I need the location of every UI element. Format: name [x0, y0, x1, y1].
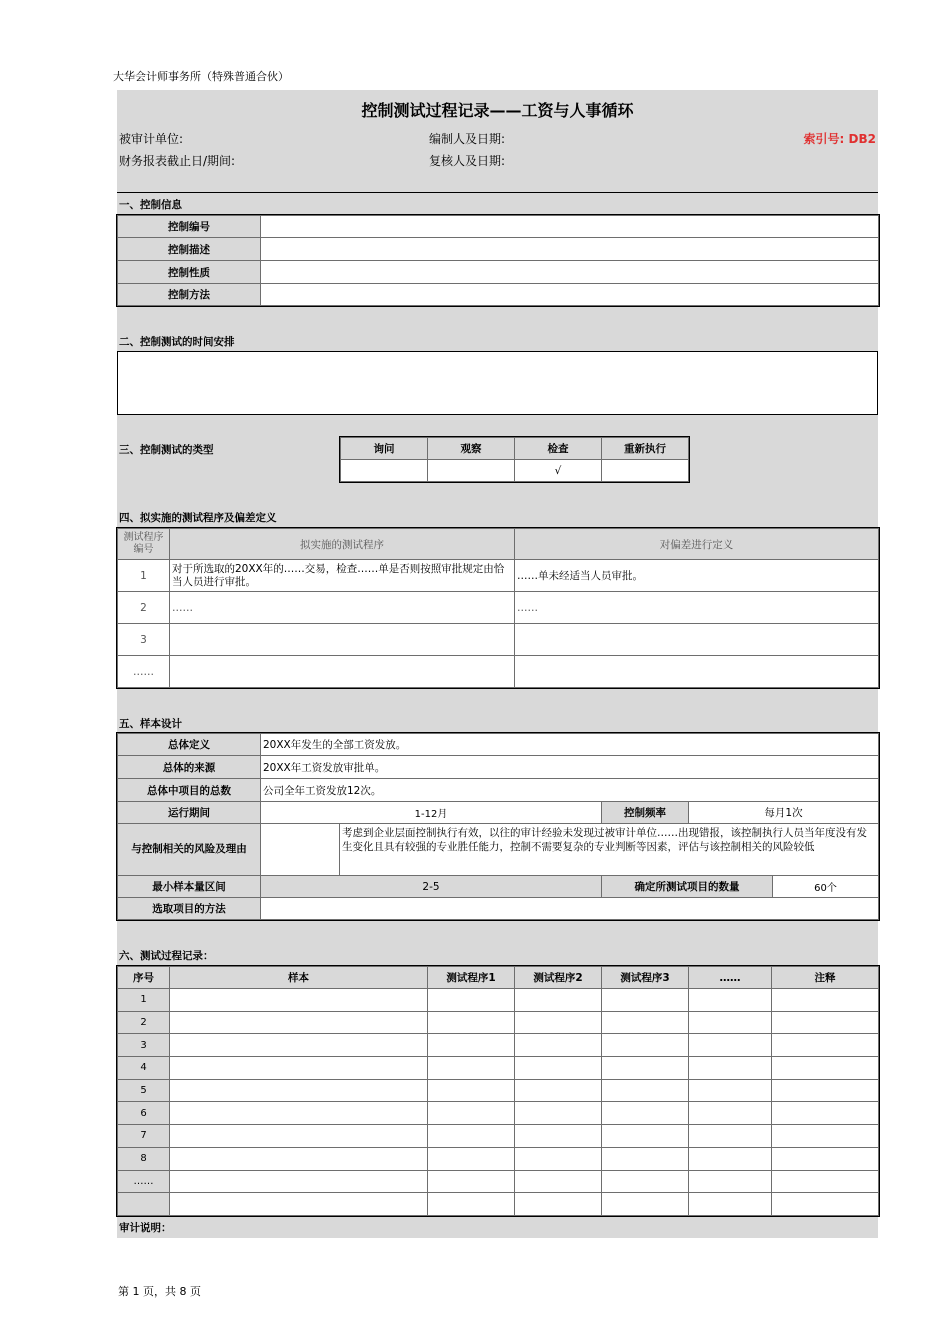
record-note[interactable]: [772, 1125, 879, 1148]
record-proc1[interactable]: [428, 1079, 515, 1102]
record-proc2[interactable]: [515, 1102, 602, 1125]
record-proc2[interactable]: [515, 1057, 602, 1080]
record-row: [118, 1102, 879, 1125]
mark-reperformance[interactable]: [602, 460, 689, 482]
period-label: 财务报表截止日/期间:: [119, 154, 236, 168]
risk-reason-text[interactable]: 考虑到企业层面控制执行有效，以往的审计经验未发现过被审计单位……出现错报，该控制执行人员当年度没有发生变化且具有较强的专业胜任能力，控制不需要复杂的专业判断等因素，评估与该控制相关的风险较低: [340, 824, 879, 876]
record-sample[interactable]: [170, 1170, 428, 1193]
record-sample[interactable]: [170, 1034, 428, 1057]
record-note[interactable]: [772, 1193, 879, 1216]
record-proc1[interactable]: [428, 1102, 515, 1125]
min-sample-label: 最小样本量区间: [118, 876, 261, 898]
procedure-no: ……: [118, 656, 170, 688]
record-proc1[interactable]: [428, 989, 515, 1012]
record-row: [118, 1079, 879, 1102]
record-seq: 2: [118, 1011, 170, 1034]
col-more: ……: [689, 967, 772, 989]
record-note[interactable]: [772, 1034, 879, 1057]
test-count-value[interactable]: 60个: [773, 876, 879, 898]
col-notes: 注释: [772, 967, 879, 989]
control-nature-label: 控制性质: [118, 261, 261, 284]
procedure-text[interactable]: 对于所选取的20XX年的……交易，检查……单是否则按照审批规定由恰当人员进行审批。: [170, 560, 515, 592]
control-id-cell[interactable]: [261, 216, 879, 238]
record-proc1[interactable]: [428, 1011, 515, 1034]
control-info-table: [117, 215, 879, 306]
record-row: [118, 1170, 879, 1193]
col-procedure: 拟实施的测试程序: [170, 529, 515, 560]
record-proc3[interactable]: [602, 1102, 689, 1125]
record-more[interactable]: [689, 1034, 772, 1057]
record-more[interactable]: [689, 989, 772, 1012]
section2-heading: 二、控制测试的时间安排: [119, 336, 235, 348]
col-seq: 序号: [118, 967, 170, 989]
audit-note-label: 审计说明：: [119, 1222, 172, 1234]
control-desc-label: 控制描述: [118, 238, 261, 261]
record-proc1[interactable]: [428, 1125, 515, 1148]
record-seq: 8: [118, 1147, 170, 1170]
record-proc3[interactable]: [602, 989, 689, 1012]
record-proc2[interactable]: [515, 1034, 602, 1057]
section3-heading: 三、控制测试的类型: [119, 444, 214, 456]
type-observation: 观察: [428, 438, 515, 460]
mark-inspection[interactable]: √: [515, 460, 602, 482]
frequency-label: 控制频率: [602, 802, 689, 824]
col-proc3: 测试程序3: [602, 967, 689, 989]
page-number: 第 1 页，共 8 页: [118, 1285, 201, 1298]
deviation-text[interactable]: ……: [515, 592, 879, 624]
record-proc3[interactable]: [602, 1147, 689, 1170]
record-sample[interactable]: [170, 1079, 428, 1102]
record-more[interactable]: [689, 1057, 772, 1080]
period-label: 运行期间: [118, 802, 261, 824]
record-proc3[interactable]: [602, 1170, 689, 1193]
test-type-table: [340, 437, 689, 482]
control-nature-cell[interactable]: [261, 261, 879, 284]
record-more[interactable]: [689, 1011, 772, 1034]
procedure-text[interactable]: [170, 656, 515, 688]
record-note[interactable]: [772, 1079, 879, 1102]
method-label: 选取项目的方法: [118, 898, 261, 920]
reviewed-by-label: 复核人及日期:: [429, 154, 506, 168]
record-proc2[interactable]: [515, 1125, 602, 1148]
record-row: [118, 1011, 879, 1034]
type-inquiry: 询问: [341, 438, 428, 460]
record-proc2[interactable]: [515, 1147, 602, 1170]
record-proc2[interactable]: [515, 1079, 602, 1102]
population-count-value[interactable]: 公司全年工资发放12次。: [261, 779, 879, 802]
record-note[interactable]: [772, 1170, 879, 1193]
record-note[interactable]: [772, 1057, 879, 1080]
deviation-text[interactable]: [515, 656, 879, 688]
record-seq: ……: [118, 1170, 170, 1193]
min-sample-value: 2-5: [261, 876, 602, 898]
record-seq: 1: [118, 989, 170, 1012]
record-proc1[interactable]: [428, 1057, 515, 1080]
section1-heading: 一、控制信息: [119, 199, 182, 211]
deviation-text[interactable]: ……单未经适当人员审批。: [515, 560, 879, 592]
record-proc2[interactable]: [515, 989, 602, 1012]
record-row: [118, 1057, 879, 1080]
record-sample[interactable]: [170, 989, 428, 1012]
record-more[interactable]: [689, 1102, 772, 1125]
col-sample: 样本: [170, 967, 428, 989]
period-value[interactable]: 1-12月: [261, 802, 602, 824]
population-count-label: 总体中项目的总数: [118, 779, 261, 802]
record-more[interactable]: [689, 1079, 772, 1102]
record-sample[interactable]: [170, 1147, 428, 1170]
record-proc3[interactable]: [602, 1057, 689, 1080]
record-more[interactable]: [689, 1193, 772, 1216]
type-inspection: 检查: [515, 438, 602, 460]
record-sample[interactable]: [170, 1102, 428, 1125]
section4-heading: 四、拟实施的测试程序及偏差定义: [119, 512, 277, 524]
worksheet: [117, 90, 878, 1238]
record-row: [118, 1193, 879, 1216]
risk-level-cell[interactable]: [261, 824, 340, 876]
control-method-cell[interactable]: [261, 284, 879, 306]
record-proc3[interactable]: [602, 1193, 689, 1216]
sample-design-table: [117, 733, 879, 920]
risk-label: 与控制相关的风险及理由: [118, 824, 261, 876]
procedure-no: 1: [118, 560, 170, 592]
record-proc3[interactable]: [602, 1034, 689, 1057]
record-seq: 5: [118, 1079, 170, 1102]
deviation-text[interactable]: [515, 624, 879, 656]
record-note[interactable]: [772, 989, 879, 1012]
audited-unit-label: 被审计单位:: [119, 132, 184, 146]
index-label: 索引号:: [803, 132, 845, 146]
col-deviation: 对偏差进行定义: [515, 529, 879, 560]
record-sample[interactable]: [170, 1011, 428, 1034]
schedule-box[interactable]: [117, 351, 878, 415]
mark-inquiry[interactable]: [341, 460, 428, 482]
record-seq: 7: [118, 1125, 170, 1148]
col-proc1: 测试程序1: [428, 967, 515, 989]
col-proc2: 测试程序2: [515, 967, 602, 989]
record-rows: [118, 989, 879, 1216]
record-row: [118, 1147, 879, 1170]
record-proc3[interactable]: [602, 1011, 689, 1034]
record-seq: 4: [118, 1057, 170, 1080]
record-row: [118, 989, 879, 1012]
record-sample[interactable]: [170, 1057, 428, 1080]
record-more[interactable]: [689, 1170, 772, 1193]
test-count-label: 确定所测试项目的数量: [602, 876, 773, 898]
section5-heading: 五、样本设计: [119, 718, 182, 730]
header-divider: [117, 192, 878, 193]
record-more[interactable]: [689, 1125, 772, 1148]
population-src-value[interactable]: 20XX年工资发放审批单。: [261, 756, 879, 779]
record-more[interactable]: [689, 1147, 772, 1170]
frequency-value[interactable]: 每月1次: [689, 802, 879, 824]
record-proc1[interactable]: [428, 1034, 515, 1057]
record-note[interactable]: [772, 1102, 879, 1125]
record-proc1[interactable]: [428, 1170, 515, 1193]
record-proc1[interactable]: [428, 1147, 515, 1170]
firm-name: 大华会计师事务所（特殊普通合伙）: [113, 70, 289, 83]
section6-heading: 六、测试过程记录：: [119, 950, 214, 962]
record-note[interactable]: [772, 1147, 879, 1170]
record-sample[interactable]: [170, 1193, 428, 1216]
record-proc2[interactable]: [515, 1193, 602, 1216]
method-value[interactable]: [261, 898, 879, 920]
record-proc2[interactable]: [515, 1170, 602, 1193]
population-def-value[interactable]: 20XX年发生的全部工资发放。: [261, 734, 879, 756]
test-record-table: [117, 966, 879, 1216]
control-desc-cell[interactable]: [261, 238, 879, 261]
record-row: [118, 1034, 879, 1057]
page-title: 控制测试过程记录——工资与人事循环: [361, 101, 634, 120]
test-procedure-table: [117, 528, 879, 688]
procedure-text[interactable]: ……: [170, 592, 515, 624]
procedure-text[interactable]: [170, 624, 515, 656]
record-proc1[interactable]: [428, 1193, 515, 1216]
population-src-label: 总体的来源: [118, 756, 261, 779]
record-proc3[interactable]: [602, 1125, 689, 1148]
record-proc2[interactable]: [515, 1011, 602, 1034]
control-method-label: 控制方法: [118, 284, 261, 306]
prepared-by-label: 编制人及日期:: [429, 132, 506, 146]
col-procedure-no: 测试程序编号: [118, 529, 170, 560]
record-seq: [118, 1193, 170, 1216]
record-seq: 6: [118, 1102, 170, 1125]
index-value: DB2: [848, 132, 876, 146]
procedure-no: 2: [118, 592, 170, 624]
record-sample[interactable]: [170, 1125, 428, 1148]
mark-observation[interactable]: [428, 460, 515, 482]
record-proc3[interactable]: [602, 1079, 689, 1102]
procedure-no: 3: [118, 624, 170, 656]
record-note[interactable]: [772, 1011, 879, 1034]
record-seq: 3: [118, 1034, 170, 1057]
record-row: [118, 1125, 879, 1148]
index-number: [804, 130, 876, 147]
population-def-label: 总体定义: [118, 734, 261, 756]
type-reperformance: 重新执行: [602, 438, 689, 460]
control-id-label: 控制编号: [118, 216, 261, 238]
